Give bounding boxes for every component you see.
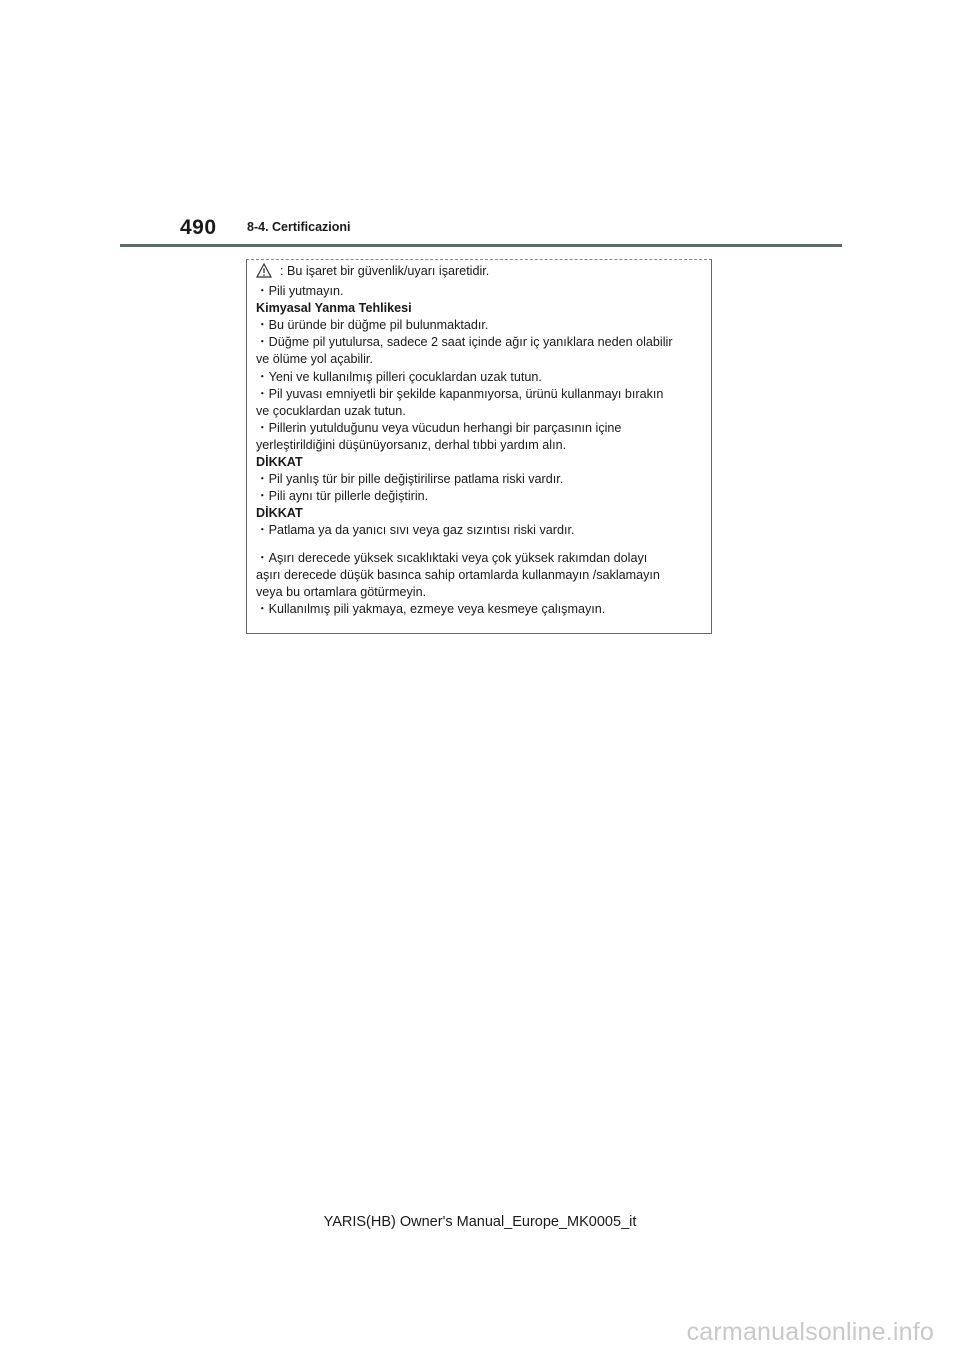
notice-line — [256, 522, 706, 539]
notice-heading — [256, 454, 706, 471]
notice-gap — [256, 540, 706, 550]
notice-line-text: ・Yeni ve kullanılmış pilleri çocuklardan uzak tutun. — [256, 369, 542, 384]
notice-heading — [256, 300, 706, 317]
notice-line-text: DİKKAT — [256, 506, 303, 521]
notice-line-text: ・Patlama ya da yanıcı sıvı veya gaz sızıntısı riski vardır. — [256, 523, 575, 538]
notice-line — [256, 550, 706, 567]
notice-line-text: yerleştirildiğini düşünüyorsanız, derhal tıbbi yardım alın. — [256, 437, 567, 452]
notice-line — [256, 334, 706, 351]
notice-line — [256, 369, 706, 386]
warning-notice-text — [256, 263, 706, 618]
notice-line-text: : Bu işaret bir güvenlik/uyarı işaretidir. — [280, 264, 490, 278]
notice-line-text: ・Pil yanlış tür bir pille değiştirilirse patlama riski vardır. — [256, 472, 564, 487]
notice-line — [256, 283, 706, 300]
notice-line-text: ・Düğme pil yutulursa, sadece 2 saat içinde ağır iç yanıklara neden olabilir — [256, 335, 673, 350]
notice-line-text: ・Kullanılmış pili yakmaya, ezmeye veya kesmeye çalışmayın. — [256, 601, 606, 616]
notice-line — [256, 386, 706, 403]
notice-line-text: ・Bu üründe bir düğme pil bulunmaktadır. — [256, 318, 489, 333]
page-number: 490 — [180, 216, 217, 239]
notice-line-text: veya bu ortamlara götürmeyin. — [256, 584, 427, 599]
notice-line — [256, 584, 706, 601]
notice-line-text: DİKKAT — [256, 455, 303, 470]
notice-line-text: ・Pillerin yutulduğunu veya vücudun herhangi bir parçasının içine — [256, 420, 622, 435]
notice-line-text: ve çocuklardan uzak tutun. — [256, 403, 406, 418]
notice-heading — [256, 505, 706, 522]
warning-triangle-icon — [256, 263, 272, 283]
notice-line-text: ・Pili yutmayın. — [256, 284, 344, 299]
notice-line-text: ・Pil yuvası emniyetli bir şekilde kapanmıyorsa, ürünü kullanmayı bırakın — [256, 386, 664, 401]
notice-line-text: aşırı derecede düşük basınca sahip ortamlarda kullanmayın /saklamayın — [256, 567, 660, 582]
notice-line-text: ・Pili aynı tür pillerle değiştirin. — [256, 489, 429, 504]
notice-line-text: ・Aşırı derecede yüksek sıcaklıktaki veya çok yüksek rakımdan dolayı — [256, 550, 648, 565]
notice-line — [256, 601, 706, 618]
notice-line — [256, 420, 706, 437]
notice-line — [256, 488, 706, 505]
notice-line-text: Kimyasal Yanma Tehlikesi — [256, 301, 412, 316]
header-rule — [120, 244, 842, 247]
notice-line — [256, 471, 706, 488]
manual-footer: YARIS(HB) Owner's Manual_Europe_MK0005_it — [323, 1214, 637, 1230]
notice-line — [256, 263, 706, 283]
notice-line — [256, 317, 706, 334]
notice-line — [256, 437, 706, 454]
notice-line — [256, 567, 706, 584]
watermark: carmanualsonline.info — [686, 1318, 934, 1346]
section-title: 8-4. Certificazioni — [247, 220, 351, 234]
notice-line — [256, 351, 706, 368]
notice-line-text: ve ölüme yol açabilir. — [256, 352, 373, 367]
notice-line — [256, 403, 706, 420]
